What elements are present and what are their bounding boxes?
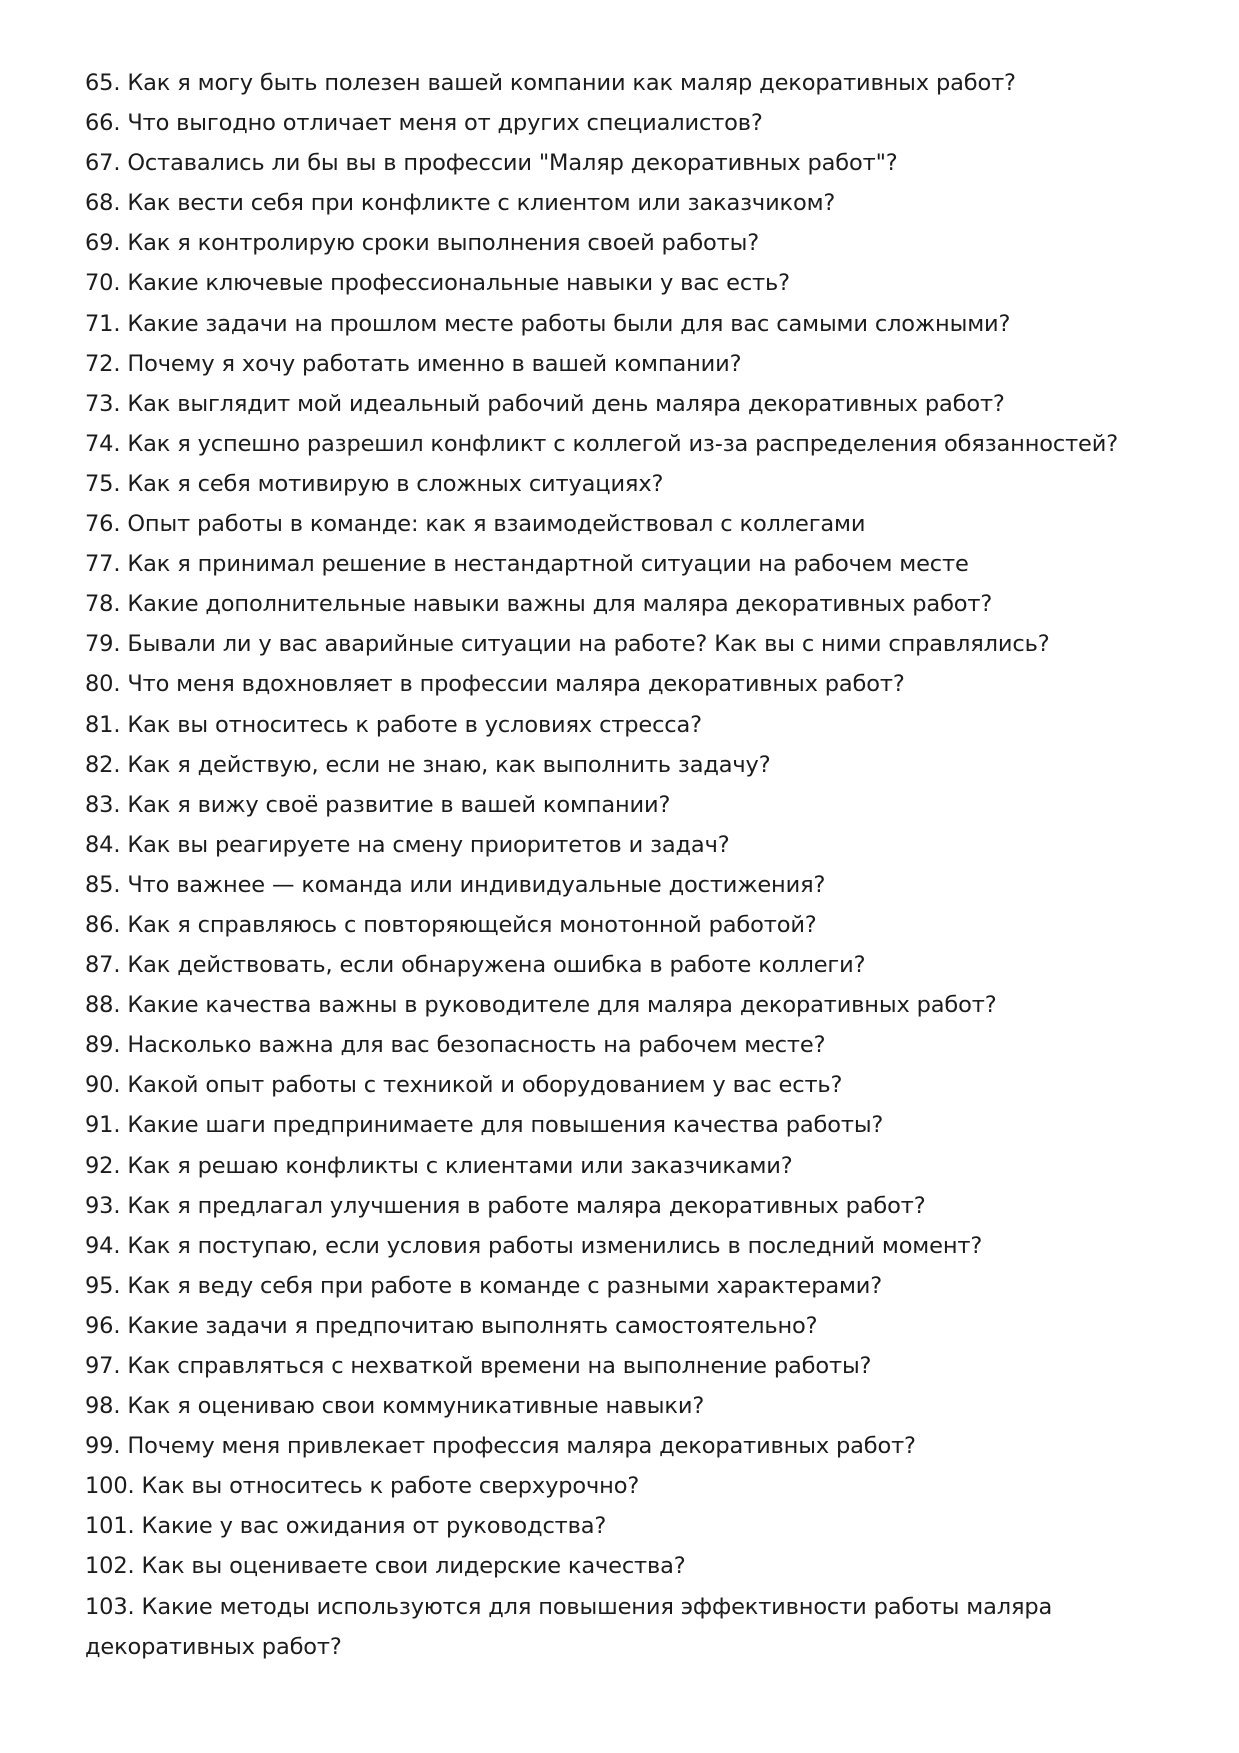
question-item: 95. Как я веду себя при работе в команде с разными характерами? xyxy=(85,1272,883,1299)
question-item: 78. Какие дополнительные навыки важны для маляра декоративных работ? xyxy=(85,591,993,618)
question-item: 69. Как я контролирую сроки выполнения своей работы? xyxy=(85,230,760,257)
question-item: 103. Какие методы используются для повышения эффективности работы маляра декоративных работ? xyxy=(85,1593,1053,1660)
question-item: 101. Какие у вас ожидания от руководства? xyxy=(85,1513,607,1540)
question-item: 76. Опыт работы в команде: как я взаимодействовал с коллегами xyxy=(85,511,866,538)
question-item: 79. Бывали ли у вас аварийные ситуации на работе? Как вы с ними справлялись? xyxy=(85,631,1050,658)
question-item: 89. Насколько важна для вас безопасность на рабочем месте? xyxy=(85,1032,826,1059)
document-page xyxy=(85,63,1155,1667)
question-item: 88. Какие качества важны в руководителе для маляра декоративных работ? xyxy=(85,992,997,1019)
question-item: 87. Как действовать, если обнаружена ошибка в работе коллеги? xyxy=(85,952,866,979)
question-item: 70. Какие ключевые профессиональные навыки у вас есть? xyxy=(85,270,790,297)
question-item: 90. Какой опыт работы с техникой и оборудованием у вас есть? xyxy=(85,1072,843,1099)
question-item: 92. Как я решаю конфликты с клиентами или заказчиками? xyxy=(85,1152,793,1179)
question-item: 74. Как я успешно разрешил конфликт с коллегой из-за распределения обязанностей? xyxy=(85,430,1119,457)
question-item: 75. Как я себя мотивирую в сложных ситуациях? xyxy=(85,470,664,497)
question-item: 96. Какие задачи я предпочитаю выполнять самостоятельно? xyxy=(85,1312,818,1339)
question-item: 84. Как вы реагируете на смену приоритетов и задач? xyxy=(85,831,730,858)
question-item: 94. Как я поступаю, если условия работы изменились в последний момент? xyxy=(85,1232,983,1259)
question-list xyxy=(85,63,1155,1667)
question-item: 68. Как вести себя при конфликте с клиентом или заказчиком? xyxy=(85,190,836,217)
question-item: 86. Как я справляюсь с повторяющейся монотонной работой? xyxy=(85,911,817,938)
question-item: 81. Как вы относитесь к работе в условиях стресса? xyxy=(85,711,702,738)
question-item: 85. Что важнее — команда или индивидуальные достижения? xyxy=(85,871,826,898)
question-item: 98. Как я оцениваю свои коммуникативные навыки? xyxy=(85,1393,705,1420)
question-item: 97. Как справляться с нехваткой времени на выполнение работы? xyxy=(85,1353,872,1379)
question-item: 91. Какие шаги предпринимаете для повышения качества работы? xyxy=(85,1112,884,1139)
question-item: 102. Как вы оцениваете свои лидерские качества? xyxy=(85,1553,686,1580)
question-item: 67. Оставались ли бы вы в профессии "Маляр декоративных работ"? xyxy=(85,150,898,177)
question-item: 73. Как выглядит мой идеальный рабочий день маляра декоративных работ? xyxy=(85,390,1005,417)
question-item: 83. Как я вижу своё развитие в вашей компании? xyxy=(85,791,671,818)
question-item: 100. Как вы относитесь к работе сверхурочно? xyxy=(85,1473,640,1500)
question-item: 80. Что меня вдохновляет в профессии маляра декоративных работ? xyxy=(85,671,905,698)
question-item: 71. Какие задачи на прошлом месте работы были для вас самыми сложными? xyxy=(85,310,1011,337)
question-item: 93. Как я предлагал улучшения в работе маляра декоративных работ? xyxy=(85,1192,926,1219)
question-item: 82. Как я действую, если не знаю, как выполнить задачу? xyxy=(85,751,771,778)
question-item: 66. Что выгодно отличает меня от других специалистов? xyxy=(85,110,763,137)
question-item: 99. Почему меня привлекает профессия маляра декоративных работ? xyxy=(85,1433,916,1460)
question-item: 77. Как я принимал решение в нестандартной ситуации на рабочем месте xyxy=(85,551,969,578)
question-item: 65. Как я могу быть полезен вашей компании как маляр декоративных работ? xyxy=(85,70,1016,96)
question-item: 72. Почему я хочу работать именно в вашей компании? xyxy=(85,350,742,377)
